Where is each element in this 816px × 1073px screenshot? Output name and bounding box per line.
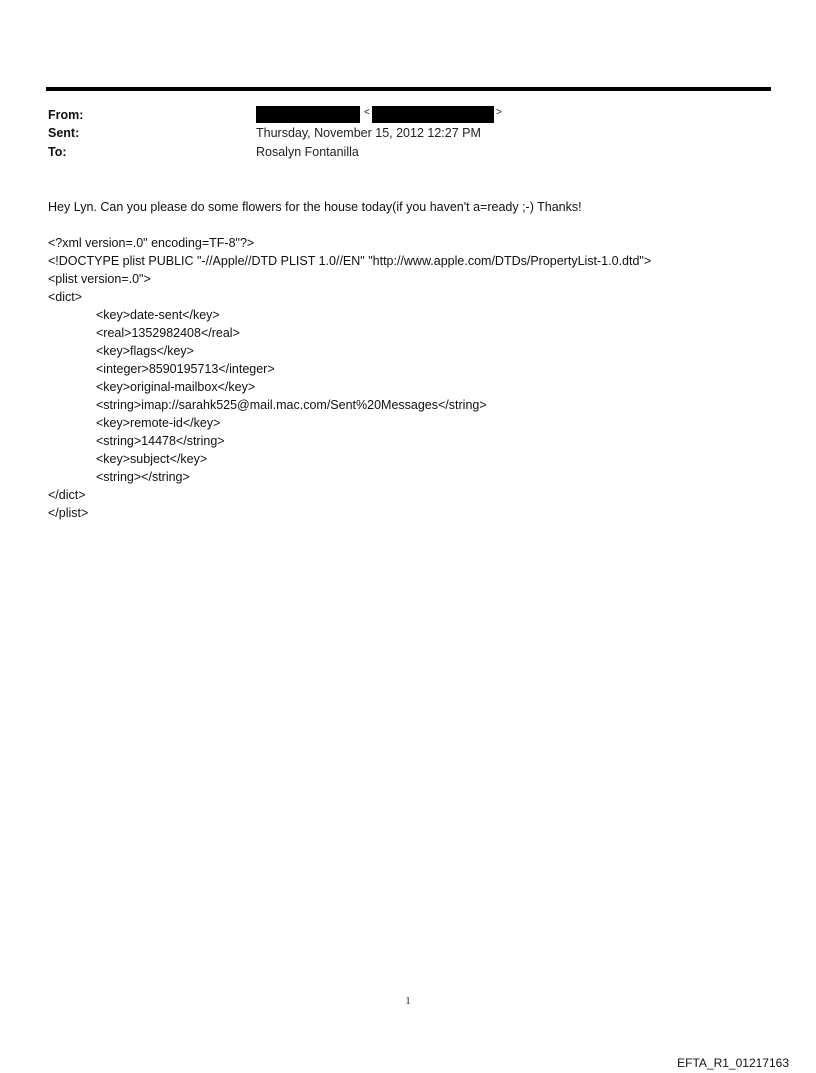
plist-line: <plist version=.0"> [48,272,151,286]
message-greeting: Hey Lyn. Can you please do some flowers for the house today(if you haven't a=ready ;-) Thanks! [48,200,582,214]
bates-number: EFTA_R1_01217163 [677,1056,789,1070]
header-rule [46,87,771,91]
plist-line: <?xml version=.0" encoding=TF-8"?> [48,236,255,250]
plist-line: <string>14478</string> [96,434,225,448]
sender-open-bracket: < [364,107,370,118]
to-value: Rosalyn Fontanilla [256,145,359,159]
plist-line: <!DOCTYPE plist PUBLIC "-//Apple//DTD PLIST 1.0//EN" "http://www.apple.com/DTDs/PropertyList-1.0.dtd"> [48,254,652,268]
from-label: From: [48,108,84,122]
plist-line: <string>imap://sarahk525@mail.mac.com/Sent%20Messages</string> [96,398,487,412]
plist-line: </plist> [48,506,89,520]
sender-close-bracket: > [496,107,502,118]
redacted-sender-name [256,106,360,123]
plist-line: <key>flags</key> [96,344,194,358]
plist-line: </dict> [48,488,86,502]
to-label: To: [48,145,67,159]
plist-line: <string></string> [96,470,190,484]
page-number: 1 [405,996,411,1007]
plist-line: <dict> [48,290,83,304]
plist-line: <integer>8590195713</integer> [96,362,275,376]
plist-line: <key>date-sent</key> [96,308,220,322]
sent-value: Thursday, November 15, 2012 12:27 PM [256,126,481,140]
plist-line: <key>remote-id</key> [96,416,221,430]
plist-line: <key>original-mailbox</key> [96,380,256,394]
plist-line: <real>1352982408</real> [96,326,240,340]
plist-line: <key>subject</key> [96,452,208,466]
sent-label: Sent: [48,126,80,140]
redacted-sender-email [372,106,494,123]
